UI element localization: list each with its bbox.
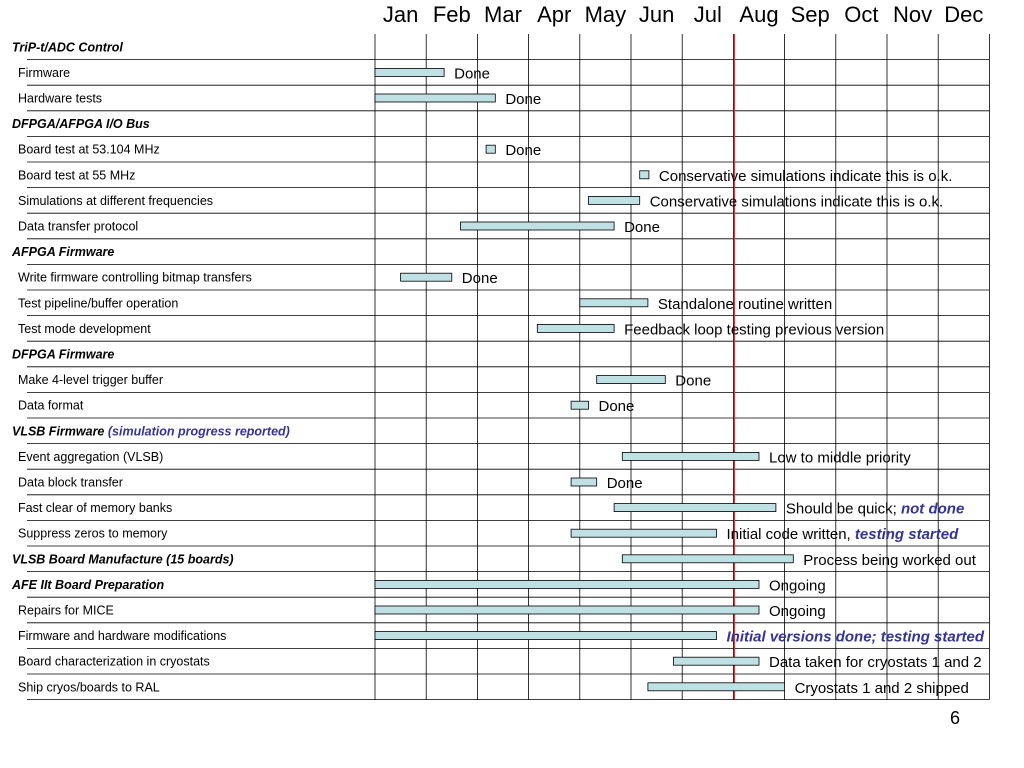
task-bar xyxy=(571,401,588,409)
task-label: Firmware xyxy=(18,65,71,80)
task-label: Make 4-level trigger buffer xyxy=(18,373,163,388)
task-bar xyxy=(571,478,597,486)
status-note xyxy=(786,501,964,518)
status-note xyxy=(727,526,960,543)
status-note xyxy=(454,65,490,82)
status-note xyxy=(769,449,911,466)
month-label: Oct xyxy=(844,2,879,27)
status-note xyxy=(650,193,943,210)
task-label: Test mode development xyxy=(18,321,151,336)
month-label: Jan xyxy=(382,2,419,27)
task-bar xyxy=(375,94,495,102)
month-label: Apr xyxy=(537,2,572,27)
status-note xyxy=(769,654,982,671)
task-label: Fast clear of memory banks xyxy=(18,501,173,516)
status-note-text: Data taken for cryostats 1 and 2 xyxy=(769,654,982,672)
status-note-text: Ongoing xyxy=(769,603,826,620)
task-bar xyxy=(614,504,776,512)
status-note xyxy=(675,373,711,390)
task-label: Firmware and hardware modifications xyxy=(18,629,227,644)
task-label: Board test at 55 MHz xyxy=(18,168,136,183)
month-label: Mar xyxy=(484,2,522,27)
status-note-text: Cryostats 1 and 2 shipped xyxy=(794,679,969,697)
month-label: Dec xyxy=(944,2,984,27)
task-bar xyxy=(571,529,716,537)
section-label: DFPGA/AFPGA I/O Bus xyxy=(12,117,150,132)
status-note xyxy=(505,142,541,159)
task-label: Repairs for MICE xyxy=(18,603,114,618)
status-note-text: Ongoing xyxy=(769,577,826,595)
task-label: Data transfer protocol xyxy=(18,219,139,234)
task-label: Suppress zeros to memory xyxy=(18,526,168,541)
status-note xyxy=(769,603,826,620)
task-bar xyxy=(597,376,666,384)
status-note xyxy=(599,398,635,415)
task-label: Event aggregation (VLSB) xyxy=(18,449,164,464)
section-label: TriP-t/ADC Control xyxy=(12,40,123,55)
task-label: Data block transfer xyxy=(18,475,123,490)
status-note-text: Conservative simulations indicate this is o.k. xyxy=(658,167,953,185)
status-note xyxy=(727,629,985,646)
month-label: May xyxy=(584,2,627,27)
status-note-text: Initial code written, xyxy=(726,526,855,544)
section-label: DFPGA Firmware xyxy=(12,347,115,362)
status-note-text: Done xyxy=(505,91,542,108)
task-bar xyxy=(375,606,759,614)
month-label: Nov xyxy=(893,2,933,27)
task-bar xyxy=(461,222,615,230)
task-label: Board test at 53.104 MHz xyxy=(18,142,160,157)
month-label: Sep xyxy=(790,2,830,27)
task-label: Test pipeline/buffer operation xyxy=(18,296,179,311)
status-note xyxy=(505,91,541,108)
task-bar xyxy=(589,196,640,204)
status-note-emphasis: Initial versions done; testing started xyxy=(726,628,985,646)
task-bar xyxy=(401,273,452,281)
task-bar xyxy=(673,657,759,665)
task-bar xyxy=(375,580,759,588)
section-label: AFE IIt Board Preparation xyxy=(12,577,165,592)
status-note-text: Should be quick; xyxy=(785,500,901,518)
status-note xyxy=(795,680,969,697)
status-note xyxy=(803,552,976,569)
task-bar xyxy=(648,683,785,691)
status-note xyxy=(624,321,884,338)
status-note xyxy=(624,219,660,236)
status-note xyxy=(658,296,832,313)
task-bar xyxy=(375,632,717,640)
section-suffix: (simulation progress reported) xyxy=(104,424,290,439)
month-label: Jun xyxy=(638,2,675,27)
status-note xyxy=(607,475,643,492)
task-label: Hardware tests xyxy=(18,91,103,106)
status-note-text: Done xyxy=(624,219,660,236)
status-note-text: Done xyxy=(598,398,635,416)
month-label: Jul xyxy=(693,2,722,27)
section-label: VLSB Firmware (simulation progress reported) xyxy=(12,424,290,439)
month-label: Feb xyxy=(432,2,471,27)
task-label: Board characterization in cryostats xyxy=(18,654,210,669)
status-note-text: Done xyxy=(454,65,490,83)
status-note xyxy=(462,270,498,287)
task-bar xyxy=(640,171,649,179)
status-note-text: Process being worked out xyxy=(803,551,976,569)
month-label: Aug xyxy=(739,2,779,27)
status-note-text: Feedback loop testing previous version xyxy=(624,321,885,339)
status-note-emphasis: testing started xyxy=(854,526,959,544)
status-note xyxy=(659,168,952,185)
section-label: VLSB Board Manufacture (15 boards) xyxy=(12,552,234,567)
task-bar xyxy=(537,324,614,332)
status-note-text: Low to middle priority xyxy=(769,449,911,467)
status-note-text: Conservative simulations indicate this is o.k. xyxy=(649,193,944,211)
page-number: 6 xyxy=(949,708,960,728)
task-bar xyxy=(375,68,444,76)
status-note-emphasis: not done xyxy=(900,500,965,518)
status-note-text: Done xyxy=(675,372,712,390)
status-note xyxy=(769,577,826,594)
section-label: AFPGA Firmware xyxy=(12,245,115,260)
task-bar xyxy=(622,452,759,460)
task-label: Simulations at different frequencies xyxy=(18,193,214,208)
task-bar xyxy=(580,299,648,307)
task-label: Data format xyxy=(18,398,84,413)
task-label: Ship cryos/boards to RAL xyxy=(18,680,160,695)
status-note-text: Done xyxy=(461,270,498,288)
task-label: Write firmware controlling bitmap transfers xyxy=(18,270,252,285)
task-bar xyxy=(486,145,495,153)
status-note-text: Done xyxy=(505,142,542,160)
task-bar xyxy=(622,555,793,563)
status-note-text: Standalone routine written xyxy=(657,295,833,313)
status-note-text: Done xyxy=(606,475,643,492)
